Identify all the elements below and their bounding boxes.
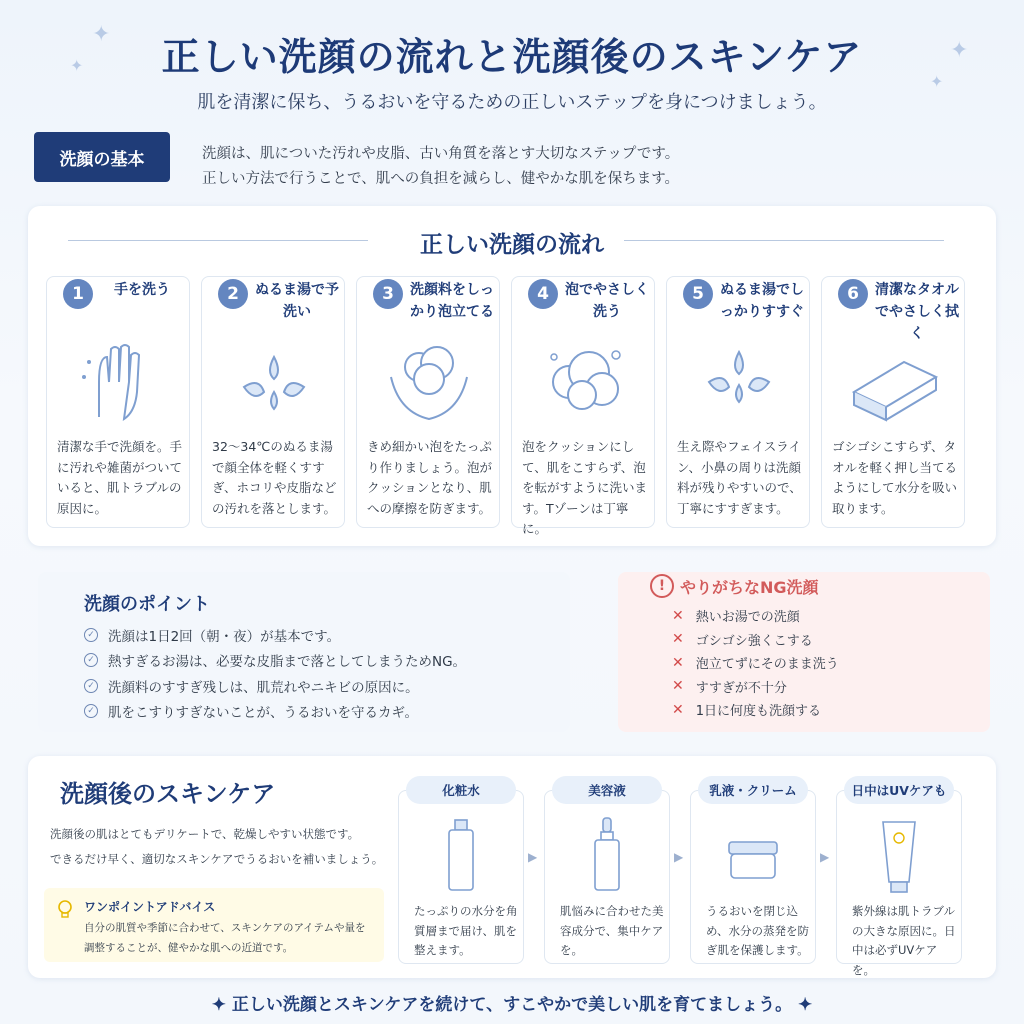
point-item bbox=[84, 699, 466, 725]
point-text: 洗顔は1日2回（朝・夜）が基本です。 bbox=[108, 628, 341, 645]
water-splash-icon bbox=[224, 337, 324, 427]
ng-item bbox=[672, 675, 839, 699]
flow-step bbox=[821, 276, 965, 528]
basics-line: 正しい方法で行うことで、肌への負担を減らし、健やかな肌を保ちます。 bbox=[202, 171, 680, 187]
card-description: 肌悩みに合わせた美容成分で、集中ケアを。 bbox=[560, 904, 664, 957]
step-title: 泡でやさしく洗う bbox=[565, 282, 649, 320]
ng-item bbox=[672, 628, 839, 652]
card-label: 乳液・クリーム bbox=[698, 776, 808, 804]
warning-icon: ! bbox=[650, 574, 674, 598]
water-rinse-icon bbox=[689, 337, 789, 427]
flow-step bbox=[511, 276, 655, 536]
arrow-right-icon: ▶ bbox=[820, 850, 830, 864]
check-icon: ✓ bbox=[84, 628, 98, 642]
point-item bbox=[84, 648, 466, 674]
sparkle-icon: ✦ bbox=[70, 56, 84, 75]
ng-item bbox=[672, 651, 839, 675]
ng-title bbox=[650, 574, 819, 598]
footer-text: 正しい洗顔とスキンケアを続けて、すこやかで美しい肌を育てましょう。 bbox=[231, 995, 793, 1015]
point-item bbox=[84, 673, 466, 699]
towel-icon bbox=[844, 337, 944, 427]
basics-line: 洗顔は、肌についた汚れや皮脂、古い角質を落とす大切なステップです。 bbox=[202, 146, 680, 162]
ng-title-text: やりがちなNG洗顔 bbox=[680, 577, 819, 597]
cross-icon: ✕ bbox=[672, 654, 684, 671]
step-number: 2 bbox=[218, 279, 248, 309]
foam-icon bbox=[534, 337, 634, 427]
ng-item bbox=[672, 698, 839, 722]
point-text: 熱すぎるお湯は、必要な皮脂まで落としてしまうためNG。 bbox=[108, 654, 467, 671]
skincare-line: できるだけ早く、適切なスキンケアでうるおいを補いましょう。 bbox=[50, 852, 384, 866]
step-title: ぬるま湯でしっかりすすぐ bbox=[719, 282, 805, 320]
ng-text: 熱いお湯での洗顔 bbox=[695, 610, 800, 626]
page-subtitle: 肌を清潔に保ち、うるおいを守るための正しいステップを身につけましょう。 bbox=[197, 92, 827, 113]
cross-icon: ✕ bbox=[672, 607, 684, 624]
cross-icon: ✕ bbox=[672, 678, 684, 695]
ng-text: ゴシゴシ強くこする bbox=[695, 633, 813, 649]
page-title: 正しい洗顔の流れと洗顔後のスキンケア bbox=[161, 34, 863, 79]
flow-step bbox=[666, 276, 810, 528]
advice-title: ワンポイントアドバイス bbox=[84, 900, 216, 914]
step-description: 32〜34℃のぬるま湯で顔全体を軽くすすぎ、ホコリや皮脂などの汚れを落とします。 bbox=[212, 439, 337, 516]
ng-text: すすぎが不十分 bbox=[695, 680, 787, 696]
step-description: 清潔な手で洗顔を。手に汚れや雑菌がついていると、肌トラブルの原因に。 bbox=[57, 439, 183, 516]
check-icon: ✓ bbox=[84, 679, 98, 693]
skincare-text bbox=[50, 822, 383, 872]
step-title: 洗顔料をしっかり泡立てる bbox=[410, 282, 494, 320]
skincare-title: 洗顔後のスキンケア bbox=[60, 779, 276, 808]
point-text: 肌をこすりすぎないことが、うるおいを守るカギ。 bbox=[108, 705, 418, 722]
footer-message: ✦ 正しい洗顔とスキンケアを続けて、すこやかで美しい肌を育てましょう。 ✦ bbox=[211, 995, 813, 1015]
step-description: きめ細かい泡をたっぷり作りましょう。泡がクッションとなり、肌への摩擦を防ぎます。 bbox=[367, 439, 493, 516]
advice-line: 調整することが、健やかな肌への近道です。 bbox=[84, 942, 294, 954]
card-description: うるおいを閉じ込め、水分の蒸発を防ぎ肌を保護します。 bbox=[706, 904, 810, 957]
step-title: 手を洗う bbox=[114, 282, 170, 298]
card-label: 美容液 bbox=[552, 776, 662, 804]
cross-icon: ✕ bbox=[672, 701, 684, 718]
sunscreen-tube-icon bbox=[869, 816, 929, 896]
step-number: 4 bbox=[528, 279, 558, 309]
ng-list bbox=[672, 604, 839, 722]
flow-step bbox=[356, 276, 500, 528]
step-number: 5 bbox=[683, 279, 713, 309]
hands-icon bbox=[69, 337, 169, 427]
flow-step bbox=[201, 276, 345, 528]
advice-text bbox=[84, 918, 366, 958]
step-title: ぬるま湯で予洗い bbox=[255, 282, 339, 320]
step-description: 泡をクッションにして、肌をこすらず、泡を転がすように洗います。Tゾーンは丁寧に。 bbox=[522, 439, 648, 536]
ng-item bbox=[672, 604, 839, 628]
points-list bbox=[84, 622, 466, 724]
flow-heading: 正しい洗顔の流れ bbox=[420, 231, 604, 258]
sparkle-icon: ✦ bbox=[930, 72, 944, 91]
flow-step bbox=[46, 276, 190, 528]
advice-line: 自分の肌質や季節に合わせて、スキンケアのアイテムや量を bbox=[84, 922, 366, 934]
sparkle-icon: ✦ bbox=[92, 22, 111, 47]
foam-hands-icon bbox=[379, 337, 479, 427]
card-label: 化粧水 bbox=[406, 776, 516, 804]
cross-icon: ✕ bbox=[672, 631, 684, 648]
cream-jar-icon bbox=[723, 816, 783, 896]
arrow-right-icon: ▶ bbox=[528, 850, 538, 864]
ng-text: 泡立てずにそのまま洗う bbox=[695, 657, 839, 673]
check-icon: ✓ bbox=[84, 653, 98, 667]
serum-dropper-icon bbox=[577, 816, 637, 896]
step-number: 1 bbox=[63, 279, 93, 309]
card-description: たっぷりの水分を角質層まで届け、肌を整えます。 bbox=[414, 904, 518, 957]
ng-text: 1日に何度も洗顔する bbox=[695, 704, 822, 720]
basics-tag: 洗顔の基本 bbox=[34, 132, 170, 182]
step-number: 3 bbox=[373, 279, 403, 309]
step-description: 生え際やフェイスライン、小鼻の周りは洗顔料が残りやすいので、丁寧にすすぎます。 bbox=[677, 439, 802, 516]
card-label: 日中はUVケアも bbox=[844, 776, 954, 804]
lightbulb-icon bbox=[54, 898, 76, 920]
points-title: 洗顔のポイント bbox=[84, 594, 210, 615]
sparkle-icon: ✦ bbox=[950, 38, 969, 63]
step-title: 清潔なタオルでやさしく拭く bbox=[875, 282, 959, 342]
toner-bottle-icon bbox=[431, 816, 491, 896]
point-text: 洗顔料のすすぎ残しは、肌荒れやニキビの原因に。 bbox=[108, 679, 419, 696]
step-number: 6 bbox=[838, 279, 868, 309]
basics-text bbox=[202, 142, 679, 192]
check-icon: ✓ bbox=[84, 704, 98, 718]
point-item bbox=[84, 622, 466, 648]
arrow-right-icon: ▶ bbox=[674, 850, 684, 864]
skincare-line: 洗顔後の肌はとてもデリケートで、乾燥しやすい状態です。 bbox=[50, 827, 360, 841]
card-description: 紫外線は肌トラブルの大きな原因に。日中は必ずUVケアを。 bbox=[852, 904, 956, 977]
step-description: ゴシゴシこすらず、タオルを軽く押し当てるようにして水分を吸い取ります。 bbox=[832, 439, 958, 516]
